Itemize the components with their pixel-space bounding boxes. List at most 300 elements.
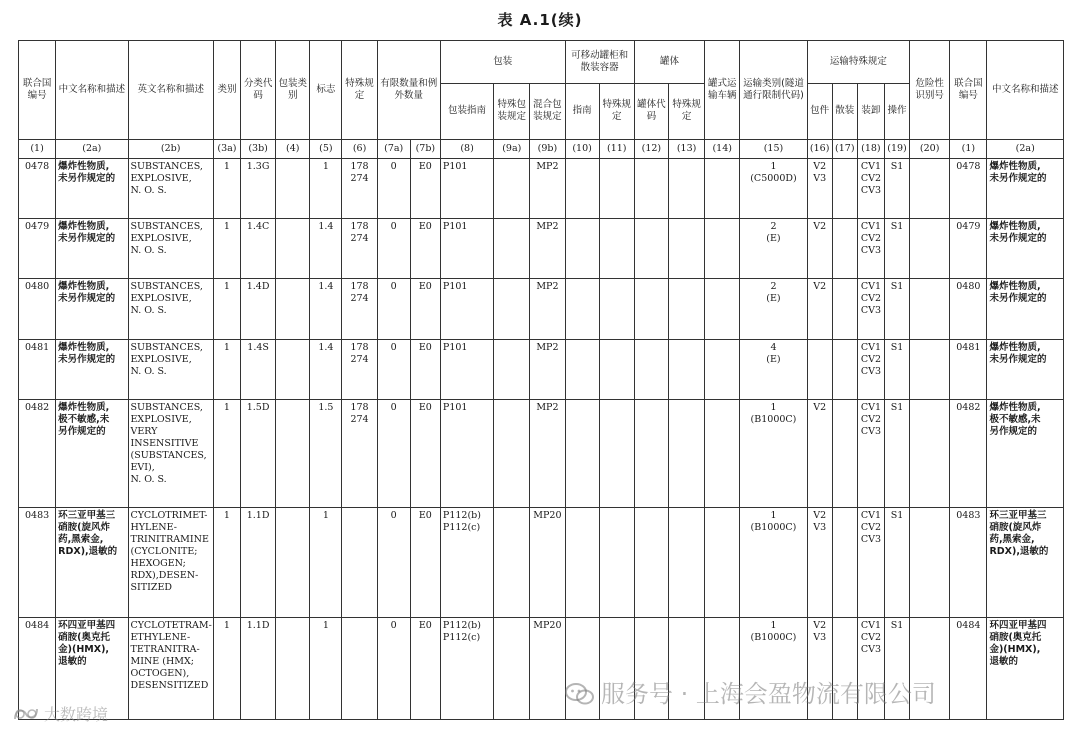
name-en-line: EXPLOSIVE, [130, 353, 192, 365]
column-number-cell: (6) [342, 139, 377, 158]
name-cn-repeat-line: 极不敏感,未 [989, 414, 1041, 426]
column-number-cell: (20) [910, 139, 950, 158]
special-bulk [832, 507, 857, 618]
mixed-packing: MP2 [530, 339, 565, 399]
special-provisions-line: 178 [350, 402, 369, 414]
un-number-repeat: 0481 [950, 339, 987, 399]
name-cn-repeat-line: 爆炸性物质, [989, 221, 1041, 233]
tank-code [634, 400, 668, 508]
packing-instruction [440, 618, 493, 720]
packing-instruction [440, 219, 493, 279]
name-cn-line: 极不敏感,未 [58, 414, 110, 426]
hazard-id [910, 158, 950, 218]
wechat-chat-icon [565, 683, 595, 705]
name-en-line: TRINITRAMINE [130, 533, 209, 545]
special-provisions [342, 219, 377, 279]
header-special-provisions: 特殊规定 [342, 41, 377, 140]
name-cn [56, 158, 128, 218]
un-number-repeat: 0484 [950, 618, 987, 720]
packing-special [494, 339, 530, 399]
name-cn-repeat-line: 药,黑索金, [989, 533, 1035, 545]
brand-logo-icon [12, 705, 42, 723]
header-tank-code: 罐体代码 [634, 84, 668, 139]
special-provisions-line: 274 [350, 233, 369, 245]
name-cn [56, 219, 128, 279]
special-package [807, 507, 832, 618]
special-provisions [342, 507, 377, 618]
column-number-cell: (16) [807, 139, 832, 158]
name-cn [56, 339, 128, 399]
name-cn-line: 未另作规定的 [58, 293, 116, 305]
special-loading-line: CV2 [860, 293, 881, 305]
packing-group [276, 219, 310, 279]
transport-category-line: 2 [770, 221, 777, 233]
special-package-line: V2 [813, 160, 827, 172]
table-row [19, 507, 1064, 618]
header-portable-instr: 指南 [565, 84, 599, 139]
name-en [128, 339, 213, 399]
special-loading-line: CV2 [860, 172, 881, 184]
name-en-line: HEXOGEN; [130, 557, 186, 569]
transport-category-line: 4 [770, 341, 777, 353]
special-operation: S1 [884, 219, 909, 279]
name-cn-line: 爆炸性物质, [58, 281, 110, 293]
portable-special [599, 279, 634, 339]
limited-qty: 0 [377, 400, 410, 508]
watermark-text: 服务号 · 上海会盈物流有限公司 [601, 680, 936, 708]
name-en-line: SUBSTANCES, [130, 160, 203, 172]
name-en-line: SUBSTANCES, [130, 402, 203, 414]
special-operation: S1 [884, 507, 909, 618]
special-package [807, 400, 832, 508]
tank-vehicle [705, 339, 740, 399]
transport-category [740, 339, 807, 399]
header-portable-special: 特殊规定 [599, 84, 634, 139]
special-loading [857, 400, 884, 508]
name-cn-repeat-line: 环三亚甲基三 [989, 509, 1047, 521]
transport-category [740, 219, 807, 279]
special-provisions-line: 274 [350, 172, 369, 184]
name-cn-repeat-line: 爆炸性物质, [989, 402, 1041, 414]
name-cn-repeat-line: 爆炸性物质, [989, 160, 1041, 172]
column-number-cell: (18) [857, 139, 884, 158]
packing-instruction-line: P101 [442, 221, 468, 233]
name-cn-line: 硝胺(奥克托 [58, 632, 111, 644]
special-package-line: V2 [813, 221, 827, 233]
name-en-line: ETHYLENE- [130, 632, 191, 644]
tank-vehicle [705, 279, 740, 339]
special-bulk [832, 219, 857, 279]
special-loading-line: CV3 [860, 305, 881, 317]
class-code: 1.4D [241, 279, 276, 339]
mixed-packing: MP2 [530, 279, 565, 339]
watermark-left [12, 702, 108, 725]
special-loading-line: CV2 [860, 632, 881, 644]
header-pack-special: 特殊包装规定 [494, 84, 530, 139]
special-loading-line: CV1 [860, 402, 881, 414]
special-loading-line: CV3 [860, 245, 881, 257]
hazard-id [910, 400, 950, 508]
packing-instruction [440, 279, 493, 339]
class-code: 1.5D [241, 400, 276, 508]
header-sp-bulk: 散装 [832, 84, 857, 139]
name-cn-repeat [987, 158, 1064, 218]
name-cn-line: 环三亚甲基三 [58, 509, 116, 521]
name-en-line: EXPLOSIVE, [130, 172, 192, 184]
name-cn-line: 爆炸性物质, [58, 341, 110, 353]
special-package-line: V2 [813, 402, 827, 414]
header-sp-operation: 操作 [884, 84, 909, 139]
tank-special [668, 219, 704, 279]
special-provisions [342, 400, 377, 508]
name-cn-repeat-line: 硝胺(旋风炸 [989, 521, 1042, 533]
header-class: 类别 [213, 41, 240, 140]
name-en-line: TETRANITRA- [130, 644, 200, 656]
header-class-code: 分类代码 [241, 41, 276, 140]
special-provisions-line: 178 [350, 281, 369, 293]
packing-instruction-line: P101 [442, 402, 468, 414]
column-number-cell: (2a) [56, 139, 128, 158]
special-provisions-line: 274 [350, 293, 369, 305]
name-cn-repeat [987, 339, 1064, 399]
name-cn-repeat-line: 环四亚甲基四 [989, 620, 1047, 632]
column-number-cell: (9b) [530, 139, 565, 158]
special-loading-line: CV3 [860, 644, 881, 656]
special-loading [857, 507, 884, 618]
special-loading-line: CV1 [860, 509, 881, 521]
header-portable: 可移动罐柜和散装容器 [565, 41, 634, 84]
name-en [128, 279, 213, 339]
header-transport-special: 运输特殊规定 [807, 41, 909, 84]
portable-special [599, 339, 634, 399]
table-row [19, 219, 1064, 279]
special-provisions-line: 178 [350, 341, 369, 353]
column-number-cell: (3a) [213, 139, 240, 158]
name-en-line: CYCLOTRIMET- [130, 509, 208, 521]
column-number-cell: (7a) [377, 139, 410, 158]
name-en-line: SUBSTANCES, [130, 281, 203, 293]
class: 1 [213, 219, 240, 279]
excepted-qty: E0 [410, 279, 440, 339]
special-package-line: V3 [813, 521, 827, 533]
name-cn [56, 279, 128, 339]
column-number-cell: (5) [310, 139, 342, 158]
tank-vehicle [705, 507, 740, 618]
un-number-repeat: 0480 [950, 279, 987, 339]
special-package [807, 158, 832, 218]
name-en-line: SUBSTANCES, [130, 221, 203, 233]
special-loading-line: CV2 [860, 521, 881, 533]
mixed-packing: MP2 [530, 158, 565, 218]
table-row [19, 279, 1064, 339]
name-en [128, 158, 213, 218]
dangerous-goods-table [18, 40, 1064, 720]
packing-instruction-line: P101 [442, 281, 468, 293]
column-number-cell: (11) [599, 139, 634, 158]
name-cn-repeat-line: 未另作规定的 [989, 233, 1047, 245]
header-name-cn-repeat: 中文名称和描述 [987, 41, 1064, 140]
column-number-cell: (10) [565, 139, 599, 158]
mixed-packing: MP2 [530, 400, 565, 508]
special-provisions-line: 178 [350, 221, 369, 233]
class-code: 1.4C [241, 219, 276, 279]
special-loading-line: CV3 [860, 533, 881, 545]
header-name-en: 英文名称和描述 [128, 41, 213, 140]
un-number-repeat: 0479 [950, 219, 987, 279]
mixed-packing: MP2 [530, 219, 565, 279]
header-sp-package: 包件 [807, 84, 832, 139]
special-bulk [832, 400, 857, 508]
header-vehicle: 罐式运输车辆 [705, 41, 740, 140]
special-loading-line: CV3 [860, 184, 881, 196]
name-cn-repeat-line: 金)(HMX), [989, 644, 1041, 656]
name-en-line: CYCLOTETRAM- [130, 620, 212, 632]
un-number: 0481 [19, 339, 56, 399]
un-number-repeat: 0478 [950, 158, 987, 218]
portable-instruction [565, 219, 599, 279]
limited-qty: 0 [377, 339, 410, 399]
packing-instruction [440, 158, 493, 218]
column-number-cell: (2a) [987, 139, 1064, 158]
hazard-id [910, 219, 950, 279]
special-provisions [342, 279, 377, 339]
header-limited-qty: 有限数量和例外数量 [377, 41, 440, 140]
special-loading [857, 158, 884, 218]
special-package-line: V2 [813, 281, 827, 293]
special-provisions [342, 158, 377, 218]
hazard-id [910, 339, 950, 399]
special-operation: S1 [884, 618, 909, 720]
class: 1 [213, 279, 240, 339]
portable-special [599, 219, 634, 279]
transport-category [740, 400, 807, 508]
name-en-line: EXPLOSIVE, [130, 233, 192, 245]
special-bulk [832, 279, 857, 339]
header-tank: 罐体 [634, 41, 704, 84]
name-cn-line: 爆炸性物质, [58, 160, 110, 172]
un-number: 0480 [19, 279, 56, 339]
portable-instruction [565, 279, 599, 339]
hazard-id [910, 279, 950, 339]
page-title: 表 A.1(续) [497, 11, 583, 29]
column-number-cell: (7b) [410, 139, 440, 158]
column-number-cell: (8) [440, 139, 493, 158]
name-en-line: SUBSTANCES, [130, 341, 203, 353]
column-number-row [19, 139, 1064, 158]
packing-instruction [440, 507, 493, 618]
un-number-repeat: 0482 [950, 400, 987, 508]
special-package [807, 339, 832, 399]
header-tank-special: 特殊规定 [668, 84, 704, 139]
special-loading-line: CV1 [860, 281, 881, 293]
packing-group [276, 400, 310, 508]
name-en-line: MINE (HMX; [130, 656, 194, 668]
special-operation: S1 [884, 400, 909, 508]
name-en-line: N. O. S. [130, 365, 167, 377]
class-code: 1.1D [241, 507, 276, 618]
name-en-line: OCTOGEN), [130, 668, 190, 680]
name-cn-line: 爆炸性物质, [58, 221, 110, 233]
transport-category [740, 507, 807, 618]
column-number-cell: (15) [740, 139, 807, 158]
table-row [19, 158, 1064, 218]
special-bulk [832, 339, 857, 399]
name-cn-repeat-line: 未另作规定的 [989, 172, 1047, 184]
transport-category-line: (C5000D) [750, 172, 797, 184]
header-transport-category: 运输类别(隧道通行限制代码) [740, 41, 807, 140]
name-en-line: (CYCLONITE; [130, 545, 198, 557]
name-cn-repeat-line: 未另作规定的 [989, 353, 1047, 365]
name-en-line: N. O. S. [130, 305, 167, 317]
packing-group [276, 339, 310, 399]
transport-category-line: (B1000C) [750, 632, 797, 644]
special-loading-line: CV2 [860, 233, 881, 245]
excepted-qty: E0 [410, 339, 440, 399]
packing-group [276, 279, 310, 339]
transport-category-line: 1 [770, 509, 777, 521]
limited-qty: 0 [377, 219, 410, 279]
portable-special [599, 400, 634, 508]
portable-instruction [565, 507, 599, 618]
label: 1.4 [310, 219, 342, 279]
packing-special [494, 158, 530, 218]
special-loading [857, 279, 884, 339]
special-provisions [342, 339, 377, 399]
name-en [128, 507, 213, 618]
tank-special [668, 400, 704, 508]
packing-instruction-line: P112(c) [442, 632, 481, 644]
column-number-cell: (4) [276, 139, 310, 158]
column-number-cell: (1) [19, 139, 56, 158]
name-cn-repeat-line: 另作规定的 [989, 426, 1037, 438]
special-loading [857, 219, 884, 279]
class-code: 1.1D [241, 618, 276, 720]
name-cn-repeat-line: RDX),退敏的 [989, 545, 1049, 557]
excepted-qty: E0 [410, 400, 440, 508]
name-cn-repeat [987, 400, 1064, 508]
name-cn-line: 另作规定的 [58, 426, 106, 438]
tank-special [668, 158, 704, 218]
excepted-qty: E0 [410, 219, 440, 279]
name-en-line: EXPLOSIVE, [130, 293, 192, 305]
name-cn-repeat-line: 爆炸性物质, [989, 281, 1041, 293]
un-number: 0483 [19, 507, 56, 618]
tank-code [634, 279, 668, 339]
name-en-line: N. O. S. [130, 184, 167, 196]
portable-instruction [565, 339, 599, 399]
class: 1 [213, 618, 240, 720]
column-number-cell: (12) [634, 139, 668, 158]
name-cn-line: 未另作规定的 [58, 172, 116, 184]
class: 1 [213, 400, 240, 508]
tank-code [634, 158, 668, 218]
transport-category-line: 1 [770, 620, 777, 632]
transport-category-line: 2 [770, 281, 777, 293]
name-en-line: N. O. S. [130, 474, 167, 486]
tank-special [668, 339, 704, 399]
name-cn [56, 507, 128, 618]
name-cn-repeat-line: 退敏的 [989, 656, 1018, 668]
packing-instruction-line: P112(c) [442, 521, 481, 533]
name-en-line: SITIZED [130, 581, 173, 593]
special-loading-line: CV1 [860, 160, 881, 172]
name-en-line: EVI), [130, 462, 155, 474]
packing-instruction-line: P101 [442, 341, 468, 353]
tank-code [634, 339, 668, 399]
name-cn-line: 药,黑索金, [58, 533, 104, 545]
packing-instruction [440, 339, 493, 399]
name-cn-line: 金)(HMX), [58, 644, 110, 656]
packing-special [494, 279, 530, 339]
transport-category [740, 279, 807, 339]
packing-instruction-line: P101 [442, 160, 468, 172]
portable-special [599, 507, 634, 618]
header-packaging: 包装 [440, 41, 565, 84]
special-loading-line: CV1 [860, 620, 881, 632]
name-en [128, 400, 213, 508]
transport-category-line: (E) [766, 233, 781, 245]
label: 1.4 [310, 279, 342, 339]
label: 1 [310, 507, 342, 618]
name-cn-repeat-line: 硝胺(奥克托 [989, 632, 1042, 644]
column-number-cell: (13) [668, 139, 704, 158]
column-number-cell: (14) [705, 139, 740, 158]
transport-category-line: (E) [766, 293, 781, 305]
un-number: 0479 [19, 219, 56, 279]
name-cn-line: 爆炸性物质, [58, 402, 110, 414]
class: 1 [213, 507, 240, 618]
name-cn-line: 环四亚甲基四 [58, 620, 116, 632]
name-cn-repeat-line: 爆炸性物质, [989, 341, 1041, 353]
special-package-line: V3 [813, 632, 827, 644]
column-number-cell: (9a) [494, 139, 530, 158]
transport-category [740, 158, 807, 218]
packing-instruction-line: P112(b) [442, 509, 481, 521]
special-package-line: V2 [813, 620, 827, 632]
tank-vehicle [705, 400, 740, 508]
special-loading-line: CV1 [860, 341, 881, 353]
transport-category-line: (E) [766, 353, 781, 365]
class: 1 [213, 158, 240, 218]
packing-instruction [440, 400, 493, 508]
packing-special [494, 618, 530, 720]
special-provisions-line: 178 [350, 160, 369, 172]
special-operation: S1 [884, 279, 909, 339]
special-loading-line: CV2 [860, 414, 881, 426]
name-en-line: HYLENE- [130, 521, 177, 533]
special-package-line: V2 [813, 509, 827, 521]
limited-qty: 0 [377, 618, 410, 720]
name-en-line: INSENSITIVE [130, 438, 199, 450]
name-en-line: VERY [130, 426, 158, 438]
name-cn-repeat [987, 507, 1064, 618]
special-loading-line: CV3 [860, 426, 881, 438]
transport-category-line: (B1000C) [750, 521, 797, 533]
special-provisions-line: 274 [350, 414, 369, 426]
name-en-line: RDX),DESEN- [130, 569, 199, 581]
watermark-left-text: 大数跨境 [44, 705, 109, 724]
column-number-cell: (17) [832, 139, 857, 158]
name-en-line: (SUBSTANCES, [130, 450, 207, 462]
header-labels: 标志 [310, 41, 342, 140]
label: 1.4 [310, 339, 342, 399]
name-en [128, 219, 213, 279]
packing-instruction-line: P112(b) [442, 620, 481, 632]
special-bulk [832, 158, 857, 218]
special-package-line: V3 [813, 172, 827, 184]
limited-qty: 0 [377, 279, 410, 339]
special-package [807, 279, 832, 339]
